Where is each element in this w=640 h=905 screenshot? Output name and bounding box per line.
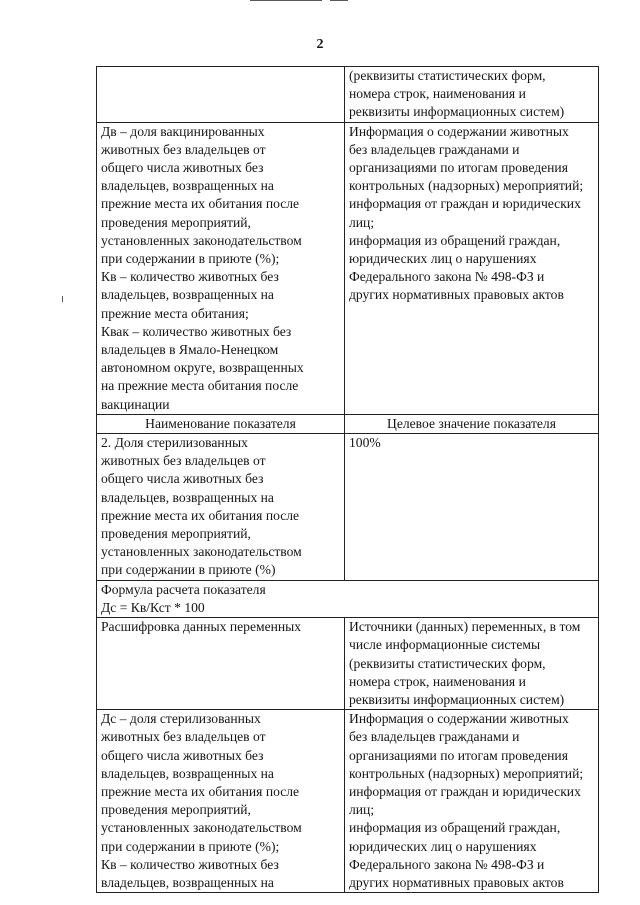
table-cell: (реквизиты статистических форм, номера строк, наименования и реквизиты информационных систем) bbox=[345, 67, 599, 123]
table-row bbox=[97, 618, 599, 710]
table-row bbox=[97, 414, 599, 433]
table-cell: Информация о содержании животных без владельцев гражданами и организациями по итогам проведения контрольных (надзорных) мероприятий; информация от граждан и юридических лиц; информация из обращений граждан, юридических лиц о нарушениях Федерального закона № 498-ФЗ и других нормативных правовых актов bbox=[345, 710, 599, 893]
table-row bbox=[97, 580, 599, 617]
scan-artifact-left bbox=[62, 296, 63, 302]
table-cell: Информация о содержании животных без владельцев гражданами и организациями по итогам проведения контрольных (надзорных) мероприятий; информация от граждан и юридических лиц; информация из обращений граждан, юридических лиц о нарушениях Федерального закона № 498-ФЗ и других нормативных правовых актов bbox=[345, 122, 599, 414]
table-cell: Дс – доля стерилизованных животных без владельцев от общего числа животных без владельцев, возвращенных на прежние места их обитания после проведения мероприятий, установленных законодательством при содержании в приюте (%); Кв – количество животных без владельцев, возвращенных на bbox=[97, 710, 345, 893]
scan-artifact-top bbox=[250, 0, 322, 1]
table-cell: Источники (данных) переменных, в том числе информационные системы (реквизиты статистических форм, номера строк, наименования и реквизиты информационных систем) bbox=[345, 618, 599, 710]
page-number: 2 bbox=[316, 37, 324, 52]
table-row bbox=[97, 122, 599, 414]
table-row bbox=[97, 67, 599, 123]
table-row bbox=[97, 710, 599, 893]
table-cell: 100% bbox=[345, 434, 599, 581]
table-cell: 2. Доля стерилизованных животных без владельцев от общего числа животных без владельцев, возвращенных на прежние места их обитания после проведения мероприятий, установленных законодательством при содержании в приюте (%) bbox=[97, 434, 345, 581]
indicator-table bbox=[96, 66, 599, 893]
table-row bbox=[97, 434, 599, 581]
table-cell: Расшифровка данных переменных bbox=[97, 618, 345, 710]
formula-cell: Формула расчета показателя Дс = Кв/Кст * 100 bbox=[97, 580, 599, 617]
table-cell bbox=[97, 67, 345, 123]
table-cell: Дв – доля вакцинированных животных без владельцев от общего числа животных без владельцев, возвращенных на прежние места их обитания после проведения мероприятий, установленных законодательством при содержании в приюте (%); Кв – количество животных без владельцев, возвращенных на прежние места обитания; Квак – количество животных без владельцев в Ямало-Ненецком автономном округе, возвращенных на прежние места обитания после вакцинации bbox=[97, 122, 345, 414]
table-header-cell: Наименование показателя bbox=[97, 414, 345, 433]
scan-artifact-top bbox=[330, 0, 348, 1]
table-header-cell: Целевое значение показателя bbox=[345, 414, 599, 433]
